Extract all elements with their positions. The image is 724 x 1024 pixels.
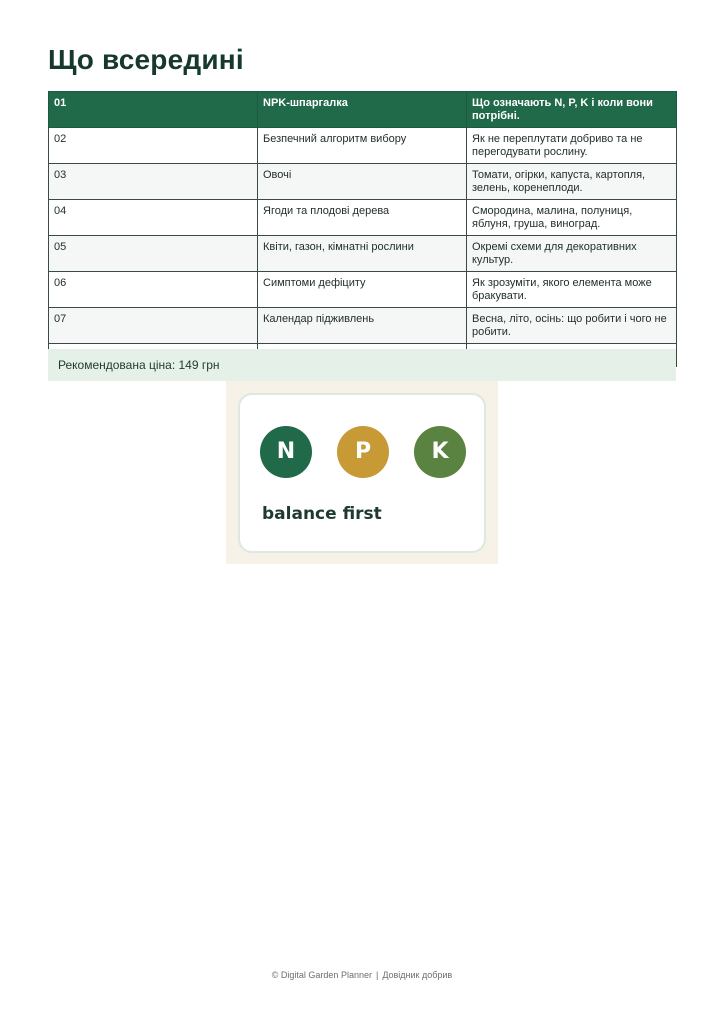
table-header-cell: 01 — [49, 92, 258, 128]
page-title: Що всередині — [48, 44, 244, 75]
footer-separator: | — [375, 970, 379, 980]
npk-slogan: balance first — [262, 504, 382, 524]
table-cell-description: Весна, літо, осінь: що робити і чого не робити. — [467, 308, 677, 344]
footer-guide-title: Довідник добрив — [382, 970, 453, 980]
table-header-row — [49, 92, 677, 128]
table-cell-section: Квіти, газон, кімнатні рослини — [258, 236, 467, 272]
table-cell-description: Як зрозуміти, якого елемента може бракувати. — [467, 272, 677, 308]
table-cell-number: 04 — [49, 200, 258, 236]
price-text: Рекомендована ціна: 149 грн — [58, 358, 220, 372]
nitrogen-badge: N — [260, 426, 312, 478]
table-cell-description: Як не переплутати добриво та не перегодувати рослину. — [467, 128, 677, 164]
table-cell-number: 05 — [49, 236, 258, 272]
table-row — [49, 200, 677, 236]
npk-card — [238, 393, 486, 553]
table-cell-section: Календар підживлень — [258, 308, 467, 344]
table-cell-number: 02 — [49, 128, 258, 164]
price-bar — [48, 349, 676, 381]
table-row — [49, 272, 677, 308]
table-cell-description: Томати, огірки, капуста, картопля, зелень, коренеплоди. — [467, 164, 677, 200]
table-cell-number: 07 — [49, 308, 258, 344]
table-cell-description: Смородина, малина, полуниця, яблуня, груша, виноград. — [467, 200, 677, 236]
table-cell-section: Ягоди та плодові дерева — [258, 200, 467, 236]
table-header-cell: NPK-шпаргалка — [258, 92, 467, 128]
table-row — [49, 128, 677, 164]
table-cell-section: Симптоми дефіциту — [258, 272, 467, 308]
table-row — [49, 236, 677, 272]
table-cell-section: Безпечний алгоритм вибору — [258, 128, 467, 164]
table-cell-description: Окремі схеми для декоративних культур. — [467, 236, 677, 272]
table-row — [49, 164, 677, 200]
footer-copyright: © Digital Garden Planner — [271, 970, 372, 980]
table-cell-number: 03 — [49, 164, 258, 200]
potassium-badge: K — [414, 426, 466, 478]
table-header-cell: Що означають N, P, K і коли вони потрібні. — [467, 92, 677, 128]
table-cell-number: 06 — [49, 272, 258, 308]
page-footer — [0, 970, 724, 980]
table-row — [49, 308, 677, 344]
npk-illustration — [226, 381, 498, 564]
phosphorus-badge: P — [337, 426, 389, 478]
table-cell-section: Овочі — [258, 164, 467, 200]
contents-table — [48, 91, 677, 367]
